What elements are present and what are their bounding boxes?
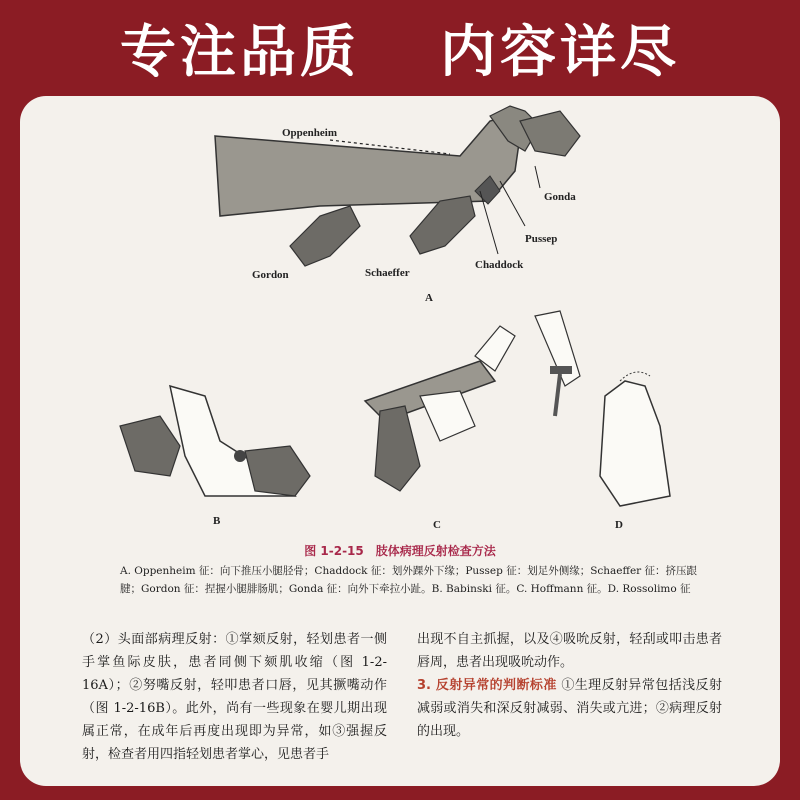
right-paragraph-2: ①生理反射异常包括浅反射减弱或消失和深反射减弱、消失或亢进；②病理反射的出现。 [417, 678, 722, 739]
reflex-illustration [20, 96, 780, 616]
panel-label-d: D [615, 519, 623, 531]
left-paragraph: （2）头面部病理反射：①掌颏反射，轻划患者一侧手掌鱼际皮肤，患者同侧下颏肌收缩（图 1-2-16A）；②努嘴反射，轻叩患者口唇，见其撅嘴动作（图 1-2-16B）。此外，尚有一些现象在婴儿期出现属正常，在成年后再度出现即为异常，如③强握反射，检查者用四指轻划患者掌心，见患者手 [82, 632, 387, 762]
banner-right-text: 内容详尽 [440, 20, 680, 85]
body-text-right [417, 628, 722, 766]
section-heading: 3. 反射异常的判断标准 [417, 678, 557, 693]
panel-d-drawing [535, 311, 670, 506]
panel-b-drawing [120, 386, 310, 496]
label-chaddock: Chaddock [475, 259, 524, 271]
label-oppenheim: Oppenheim [282, 127, 338, 139]
label-pussep: Pussep [525, 233, 558, 245]
figure-caption-title: 图 1-2-15 肢体病理反射检查方法 [304, 544, 496, 558]
panel-label-a: A [425, 292, 433, 304]
label-schaeffer: Schaeffer [365, 267, 410, 279]
panel-label-c: C [433, 519, 441, 531]
body-text-left [82, 628, 387, 766]
right-paragraph-1: 出现不自主抓握，以及④吸吮反射，轻刮或叩击患者唇周，患者出现吸吮动作。 [417, 632, 722, 670]
label-gonda: Gonda [544, 191, 576, 203]
panel-label-b: B [213, 515, 221, 527]
banner-left-text: 专注品质 [120, 20, 360, 85]
body-text-columns [82, 628, 722, 766]
panel-c-drawing [365, 326, 515, 491]
figure-caption-body: A. Oppenheim 征：向下推压小腿胫骨；Chaddock 征：划外踝外下缘；Pussep 征：划足外侧缘；Schaeffer 征：挤压跟腱；Gordon 征：捏握小腿腓肠肌；Gonda 征：向外下牵拉小趾。B. Babinski 征。C. Hoffmann 征。D. Rossolimo 征 [120, 565, 698, 595]
promo-banner [0, 0, 800, 96]
book-page-card [20, 96, 780, 786]
label-gordon: Gordon [252, 269, 289, 281]
